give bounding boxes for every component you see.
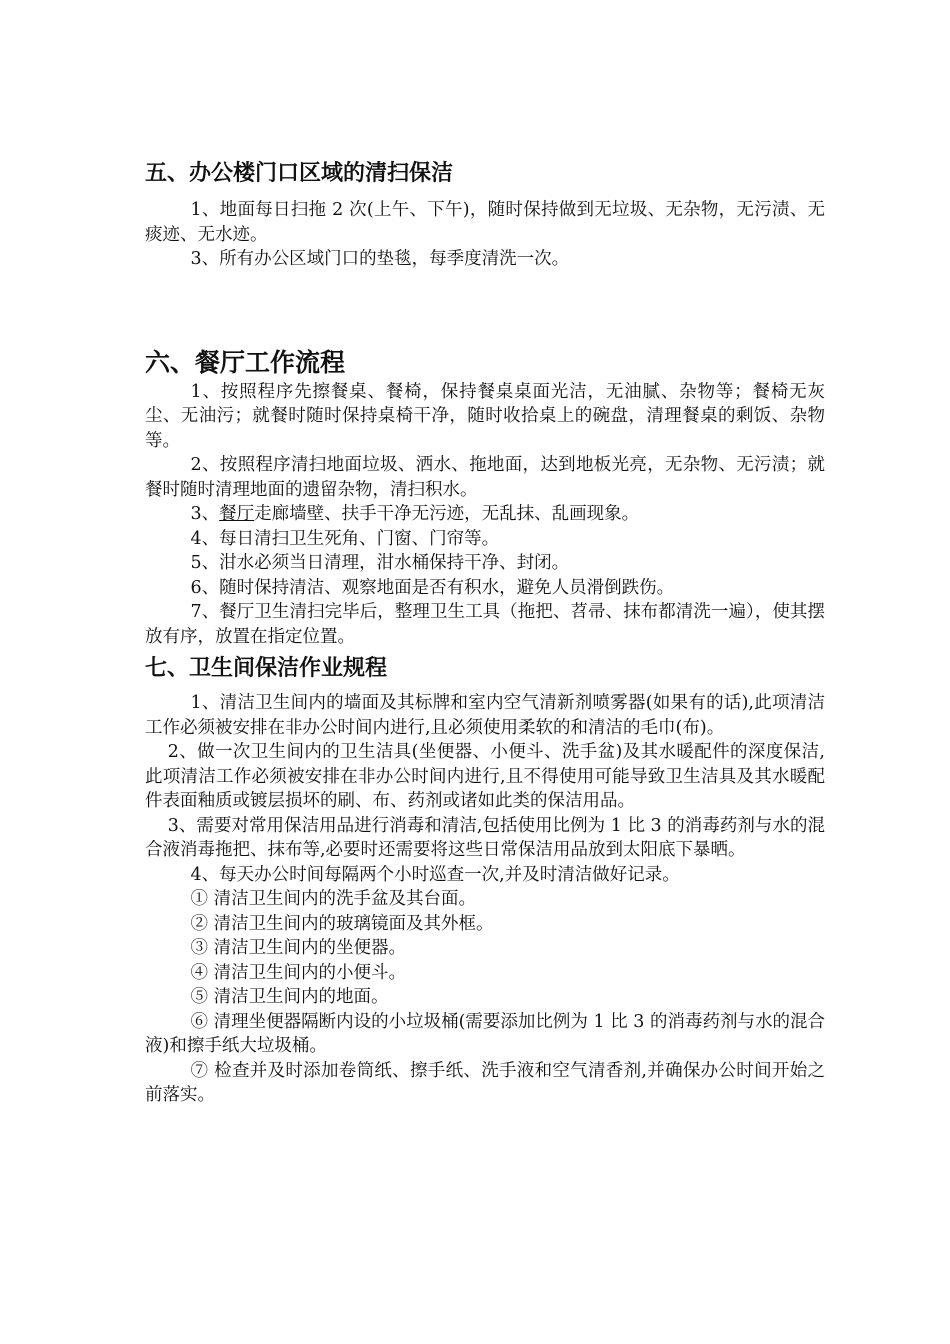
section-7-item-3: 3、需要对常用保洁用品进行消毒和清洁,包括使用比例为 1 比 3 的消毒药剂与水的混合液消毒拖把、抹布等,必要时还需要将这些日常保洁用品放到太阳底下暴晒。 xyxy=(145,815,825,860)
section-6-item-2: 2、按照程序清扫地面垃圾、洒水、拖地面，达到地板光亮，无杂物、无污渍；就餐时随时清理地面的遗留杂物，清扫积水。 xyxy=(145,455,825,500)
section-7-sub-3: ③ 清洁卫生间内的坐便器。 xyxy=(190,938,407,958)
section-7-sub-1: ① 清洁卫生间内的洗手盆及其台面。 xyxy=(190,889,477,909)
section-7-item-4: 4、每天办公时间每隔两个小时巡查一次,并及时清洁做好记录。 xyxy=(190,864,680,885)
section-7-heading: 七、卫生间保洁作业规程 xyxy=(145,656,388,681)
section-5-item-3: 3、所有办公区域门口的垫毯，每季度清洗一次。 xyxy=(190,249,570,269)
section-6-heading: 六、餐厅工作流程 xyxy=(145,347,346,377)
section-6-item-4: 4、每日清扫卫生死角、门窗、门帘等。 xyxy=(190,528,500,549)
section-6-item-6: 6、随时保持清洁、观察地面是否有积水，避免人员滑倒跌伤。 xyxy=(190,577,675,598)
section-7-item-2: 2、做一次卫生间内的卫生洁具(坐便器、小便斗、洗手盆)及其水暖配件的深度保洁,此项清洁工作必须被安排在非办公时间内进行,且不得使用可能导致卫生洁具及其水暖配件表面釉质或镀层损坏的刷、布、药剂或诸如此类的保洁用品。 xyxy=(145,742,825,811)
section-6-item-1: 1、按照程序先擦餐桌、餐椅，保持餐桌桌面光洁，无油腻、杂物等；餐椅无灰尘、无油污；就餐时随时保持桌椅干净，随时收拾桌上的碗盘，清理餐桌的剩饭、杂物等。 xyxy=(145,381,825,451)
section-7-sub-5: ⑤ 清洁卫生间内的地面。 xyxy=(190,987,389,1007)
canteen-underlined-text: 餐厅 xyxy=(219,504,255,524)
section-7-sub-2: ② 清洁卫生间内的玻璃镜面及其外框。 xyxy=(190,913,494,934)
section-5-item-1: 1、地面每日扫拖 2 次(上午、下午)，随时保持做到无垃圾、无杂物，无污渍、无痰迹、无水迹。 xyxy=(145,200,825,245)
section-7-sub-7: ⑦ 检查并及时添加卷筒纸、擦手纸、洗手液和空气清香剂,并确保办公时间开始之前落实。 xyxy=(145,1060,825,1105)
section-7-sub-6: ⑥ 清理坐便器隔断内设的小垃圾桶(需要添加比例为 1 比 3 的消毒药剂与水的混合液)和擦手纸大垃圾桶。 xyxy=(145,1011,825,1056)
section-7-sub-4: ④ 清洁卫生间内的小便斗。 xyxy=(190,962,407,983)
section-6-item-7: 7、餐厅卫生清扫完毕后，整理卫生工具（拖把、苕帚、抹布都清洗一遍），使其摆放有序，放置在指定位置。 xyxy=(145,602,825,647)
section-7-item-1: 1、清洁卫生间内的墙面及其标牌和室内空气清新剂喷雾器(如果有的话),此项清洁工作必须被安排在非办公时间内进行,且必须使用柔软的和清洁的毛巾(布)。 xyxy=(145,693,825,738)
section-5-heading: 五、办公楼门口区域的清扫保洁 xyxy=(145,161,454,186)
document-body xyxy=(145,158,825,1108)
section-6-item-5: 5、泔水必须当日清理，泔水桶保持干净、封闭。 xyxy=(190,553,570,573)
section-6-item-3 xyxy=(145,502,825,527)
item-3-number: 3、 xyxy=(190,504,220,524)
item-3-text: 走廊墙壁、扶手干净无污迹，无乱抹、乱画现象。 xyxy=(254,504,640,524)
